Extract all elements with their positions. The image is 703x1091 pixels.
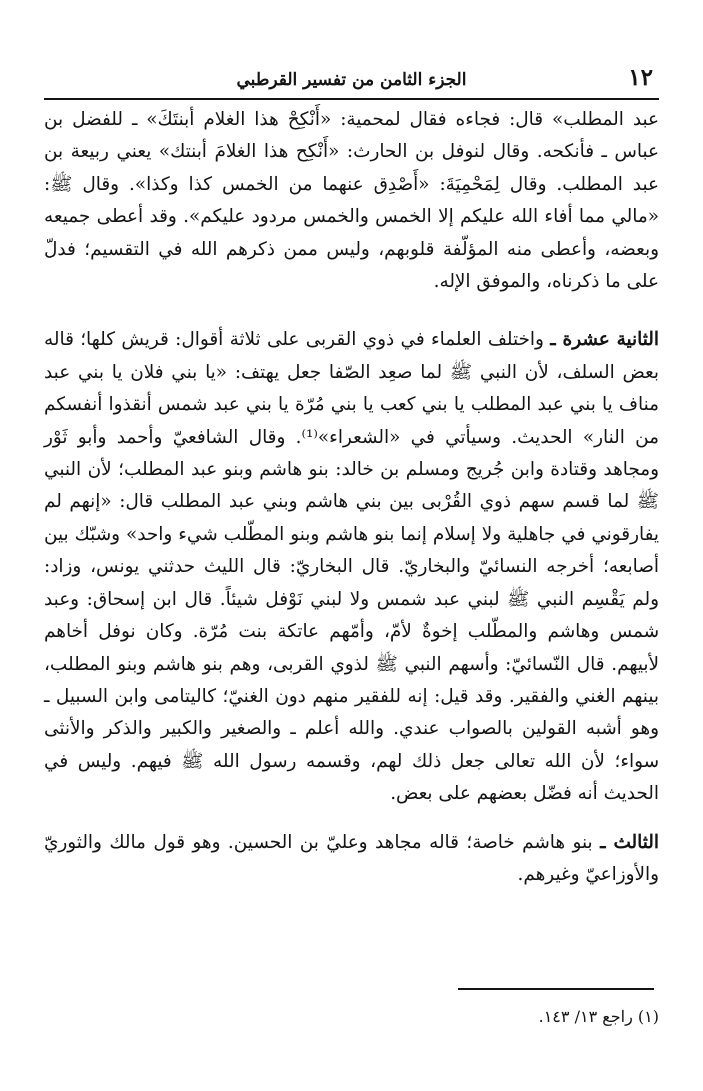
paragraph-gap (44, 811, 659, 827)
paragraph (44, 324, 659, 810)
paragraph-lead: الثالث ـ (600, 831, 659, 853)
body-text (44, 104, 659, 891)
paragraph-text: عبد المطلب» قال: فجاءه فقال لمحمية: «أَنْكِحْ هذا الغلام أبنتَكَ» ـ للفضل بن عباس ـ فأنكحه. وقال لنوفل بن الحارث: «أَنْكِح هذا الغلامَ أبنتك» يعني ربيعة بن عبد المطلب. وقال لِمَحْمِيَةَ: «أَصْدِق عنهما من الخمس كذا وكذا». وقال ﷺ: «مالي مما أفاء الله عليكم إلا الخمس والخمس مردود عليكم». وقد أعطى جميعه وبعضه، وأعطى منه المؤلّفة قلوبهم، وليس ممن ذكرهم الله في التقسيم؛ فدلّ على ما ذكرناه، والموفق الإله. (44, 109, 659, 293)
paragraph-gap (44, 298, 659, 324)
paragraph (44, 104, 659, 298)
header-rule (44, 98, 659, 100)
paragraph-text: بنو هاشم خاصة؛ قاله مجاهد وعليّ بن الحسين. وهو قول مالك والثوريّ والأوزاعيّ وغيرهم. (44, 831, 659, 885)
paragraph (44, 827, 659, 892)
footnote: (١) راجع ١٣/ ١٤٣. (538, 1007, 659, 1026)
page-header (44, 62, 659, 98)
running-title: الجزء الثامن من تفسير القرطبي (236, 70, 467, 90)
page-number: ١٢ (628, 64, 653, 91)
paragraph-lead: الثانية عشرة ـ (550, 329, 660, 351)
footnote-rule (458, 988, 654, 990)
paragraph-text: واختلف العلماء في ذوي القربى على ثلاثة أقوال: قريش كلها؛ قاله بعض السلف، لأن النبي ﷺ لما صعِد الصّفا جعل يهتف: «يا بني فلان يا بني عبد مناف يا بني عبد المطلب يا بني كعب يا بني مُرّة يا بني عبد شمس أنقذوا أنفسكم من النار» الحديث. وسيأتي في «الشعراء»⁽¹⁾. وقال الشافعيّ وأحمد وأبو ثَوْر ومجاهد وقتادة وابن جُريج ومسلم بن خالد: بنو هاشم وبنو عبد المطلب؛ لأن النبي ﷺ لما قسم سهم ذوي القُرْبى بين بني هاشم وبني عبد المطلب قال: «إنهم لم يفارقوني في جاهلية ولا إسلام إنما بنو هاشم وبنو المطّلب شيء واحد» وشبّك بين أصابعه؛ أخرجه النسائيّ والبخاريّ. قال البخاريّ: قال الليث حدثني يونس، وزاد: ولم يَقْسِم النبي ﷺ لبني عبد شمس ولا لبني نَوْفل شيئاً. قال ابن إسحاق: وعبد شمس وهاشم والمطّلب إخوةٌ لأمّ، وأمّهم عاتكة بنت مُرّة. وكان نوفل أخاهم لأبيهم. قال النّسائيّ: وأسهم النبي ﷺ لذوي القربى، وهم بنو هاشم وبنو المطلب، بينهم الغني والفقير. وقد قيل: إنه للفقير منهم دون الغنيّ؛ كاليتامى وابن السبيل ـ وهو أشبه القولين بالصواب عندي. والله أعلم ـ والصغير والكبير والذكر والأنثى سواء؛ لأن الله تعالى جعل ذلك لهم، وقسمه رسول الله ﷺ فيهم. وليس في الحديث أنه فضّل بعضهم على بعض. (44, 329, 659, 805)
